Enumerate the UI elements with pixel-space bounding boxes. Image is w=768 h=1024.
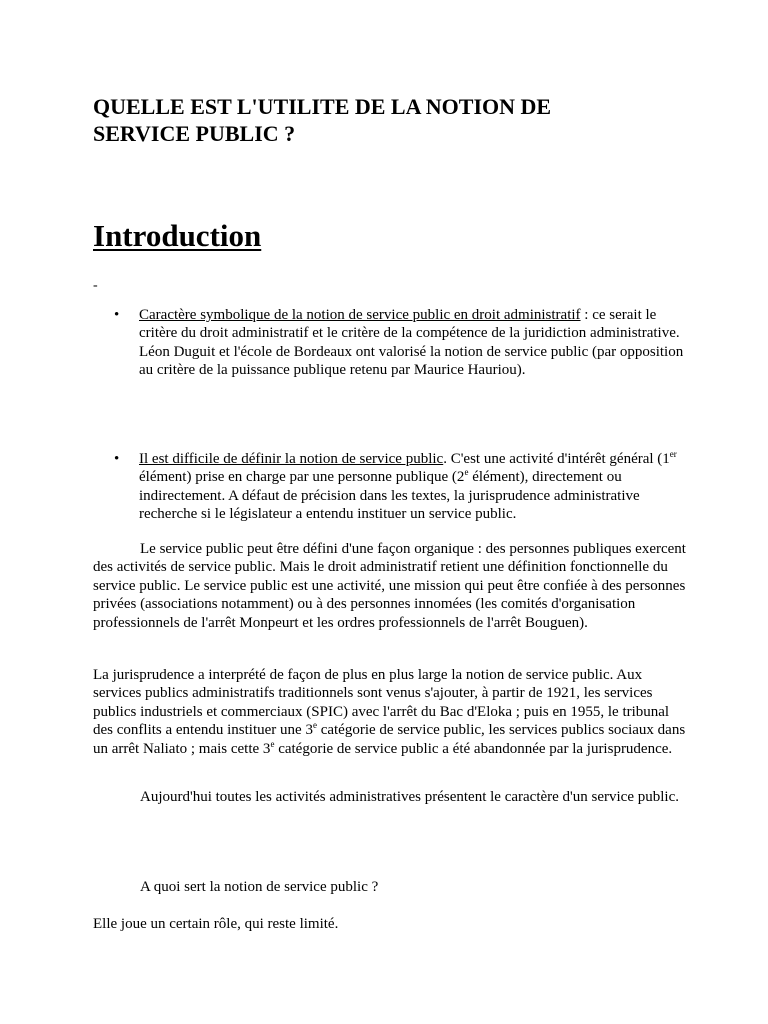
paragraph-role: Elle joue un certain rôle, qui reste limité.: [93, 916, 339, 932]
bullet-underlined-text: Caractère symbolique de la notion de service public en droit administratif: [139, 307, 581, 323]
page-title: [93, 93, 713, 147]
paragraph-organic-definition: Le service public peut être défini d'une façon organique : des personnes publiques exercent des activités de service public. Mais le droit administratif retient une définition fonctionnelle du service public. Le service public est une activité, une mission qui peut être confiée à des personnes privées (associations notamment) ou à des personnes innomées (les comités d'organisation professionnels de l'arrêt Monpeurt et les ordres professionnels de l'arrêt Bouguen).: [93, 541, 686, 631]
paragraph-text: La jurisprudence a interprété de façon de plus en plus large la notion de service public. Aux services publics administratifs traditionnels sont venus s'ajouter, à partir de 1921, les services publics industriels et commerciaux (SPIC) avec l'arrêt du Bac d'Eloka ; puis en 1955, le tribunal des conflits a entendu instituer une 3: [93, 667, 670, 739]
bullet-underlined-text: Il est difficile de définir la notion de service public: [139, 451, 444, 467]
paragraph-today: Aujourd'hui toutes les activités administratives présentent le caractère d'un service public.: [140, 789, 679, 805]
bullet-icon: •: [114, 307, 120, 323]
paragraph-question: A quoi sert la notion de service public ?: [140, 879, 379, 895]
superscript: er: [669, 449, 677, 459]
bullet-icon: •: [114, 451, 120, 467]
superscript: e: [312, 720, 317, 731]
dash-marker: -: [93, 278, 98, 293]
bullet-body-text: : ce serait le critère du droit administratif et le critère de la compétence de la juridiction administrative. Léon Duguit et l'école de Bordeaux ont valorisé la notion de service public (par opposition au critère de la puissance publique retenu par Maurice Hauriou).: [139, 307, 684, 379]
page-title-line-2: SERVICE PUBLIC ?: [93, 121, 296, 146]
paragraph-text: catégorie de service public, les services publics sociaux dans un arrêt Naliato ; mais cette 3: [93, 722, 686, 757]
bullet-body-text: élément) prise en charge par une personne publique (2: [139, 469, 465, 486]
paragraph-jurisprudence: [93, 666, 687, 758]
bullet-item-symbolic: [114, 306, 687, 380]
bullet-body-text: élément), directement ou indirectement. A défaut de précision dans les textes, la jurisprudence administrative recherche si le législateur a entendu instituer un service public.: [139, 469, 640, 523]
page-title-line-1: QUELLE EST L'UTILITE DE LA NOTION DE: [93, 94, 552, 119]
introduction-heading: Introduction: [93, 218, 262, 253]
bullet-body-text: . C'est une activité d'intérêt général (1: [443, 451, 670, 467]
paragraph-text: catégorie de service public a été abandonnée par la jurisprudence.: [274, 740, 673, 757]
superscript: e: [270, 738, 275, 749]
bullet-item-definition: [114, 449, 687, 524]
superscript: e: [464, 467, 469, 478]
